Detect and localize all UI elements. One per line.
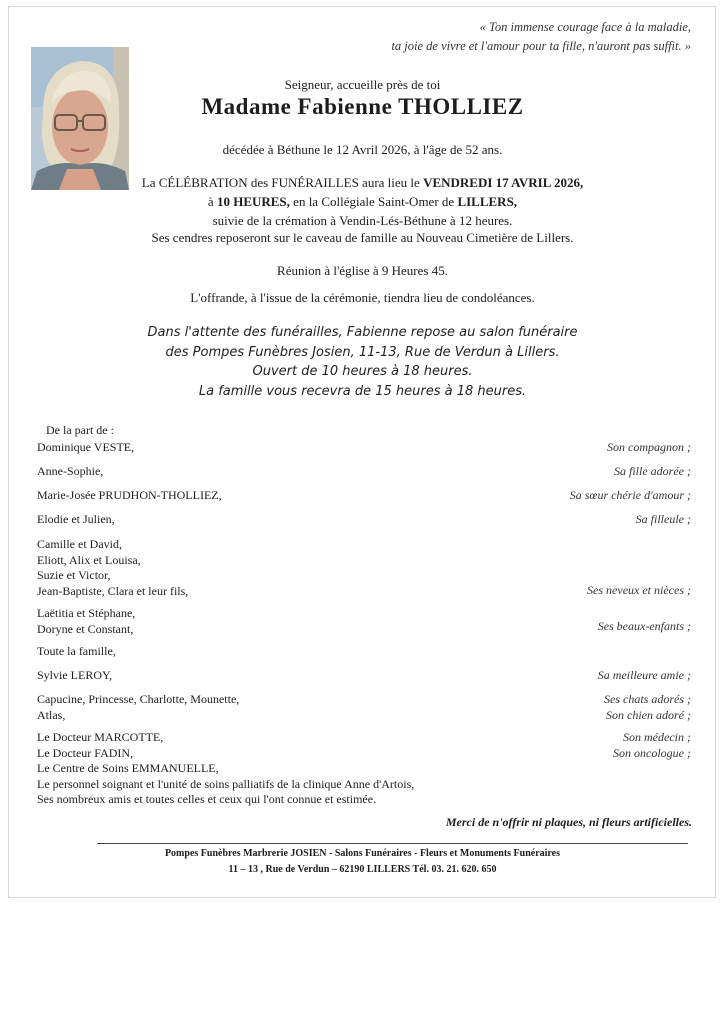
cremation-info: suivie de la crémation à Vendin-Lés-Béthune à 12 heures. xyxy=(212,213,513,228)
ceremony-text: La CÉLÉBRATION des FUNÉRAILLES aura lieu le xyxy=(141,175,424,190)
ashes-info: Ses cendres reposeront sur le caveau de famille au Nouveau Cimetière de Lillers. xyxy=(151,230,574,245)
from-label: De la part de : xyxy=(46,423,114,437)
closing-request: Merci de n'offrir ni plaques, ni fleurs artificielles. xyxy=(445,815,692,829)
death-notice: décédée à Béthune le 12 Avril 2026, à l'âge de 52 ans. xyxy=(222,142,503,157)
epigraph-quote: « Ton immense courage face à la maladie, ta joie de vivre et l'amour pour ta fille, n'auront pas suffit. » xyxy=(391,20,691,53)
offering-info: L'offrande, à l'issue de la cérémonie, tiendra lieu de condoléances. xyxy=(190,290,535,305)
ceremony-time: 10 HEURES, xyxy=(216,194,290,209)
wake-info: Dans l'attente des funérailles, Fabienne repose au salon funéraire des Pompes Funèbres Josien, 11-13, Rue de Verdun à Lillers. Ouvert de 10 heures à 18 heures. La famille vous recevra de 15 heures à 18 heures. xyxy=(147,325,578,399)
deceased-name: Madame Fabienne THOLLIEZ xyxy=(201,94,524,119)
ceremony-date: VENDREDI 17 AVRIL 2026, xyxy=(423,175,584,190)
ceremony-town: LILLERS, xyxy=(457,194,518,209)
funeral-home-footer: Pompes Funèbres Marbrerie JOSIEN - Salons Funéraires - Fleurs et Monuments Funéraires 11 – 13 , Rue de Verdun – 62190 LILLERS Tél. 03. 21. 620. 650 xyxy=(164,848,561,875)
footer-divider xyxy=(97,843,688,844)
meeting-info: Réunion à l'église à 9 Heures 45. xyxy=(277,263,448,278)
ceremony-info xyxy=(0,173,725,230)
ceremony-text: en la Collégiale Saint-Omer de xyxy=(289,194,458,209)
ceremony-text: à xyxy=(207,194,217,209)
invocation: Seigneur, accueille près de toi xyxy=(284,77,441,92)
